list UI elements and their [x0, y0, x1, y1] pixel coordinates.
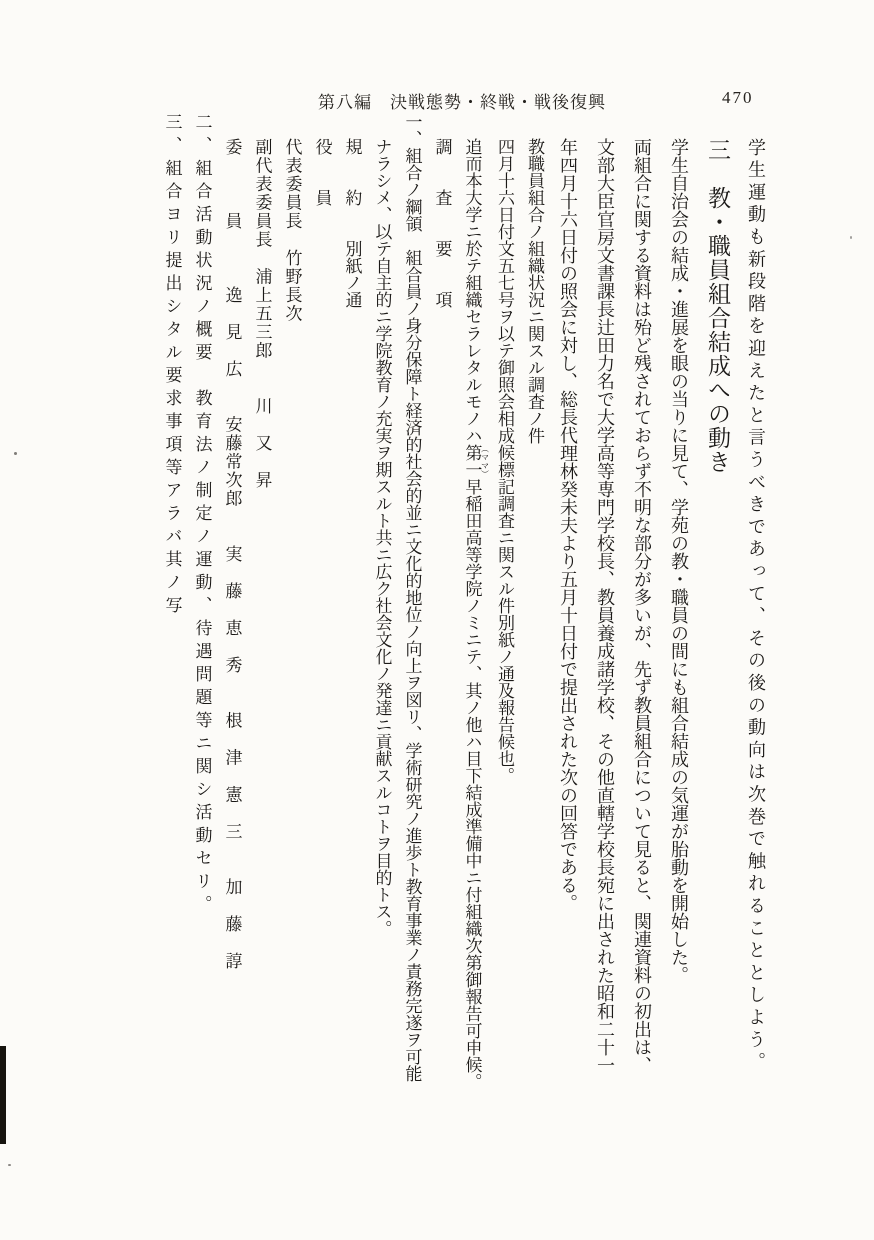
- intro-paragraph: 学生運動も新段階を迎えたと言うべきであって、その後の動向は次巻で触れることとしよう。: [746, 138, 766, 1075]
- scan-edge-streak: [0, 1046, 6, 1144]
- chapter-title: 第八編 決戦態勢・終戦・戦後復興: [318, 93, 606, 112]
- body-paragraph-2: 両組合に関する資料は殆ど残されておらず不明な部分が多いが、先ず教員組合について見ると、関連資料の初出は、文部大臣官房文書課長辻田力名で大学高等専門学校長、教員養成諸学校、その他直轄学校長宛に出された昭和二十一年四月十六日付の照会に対し、総長代理林癸未夫より五月十日付で提出された次の回答である。: [558, 138, 652, 1074]
- addendum-post: 早稲田高等学院ノミニテ、其ノ他ハ目下結成準備中ニ付組織次第御報告可申候。: [462, 478, 482, 1090]
- scan-speck: [850, 236, 852, 239]
- officer-chairman: 代表委員長 竹野長次: [282, 138, 302, 323]
- section-heading: 三 教・職員組合結成への動き: [705, 138, 730, 474]
- officer-vice-chairmen: 副代表委員長 浦上五三郎 川 又 昇: [252, 138, 272, 490]
- running-head: [0, 88, 874, 112]
- sic-note: （ママ）: [480, 444, 490, 478]
- body-paragraph-1: 学生自治会の結成・進展を眼の当りに見て、学苑の教・職員の間にも組合結成の気運が胎動を開始した。: [669, 138, 689, 984]
- quote-report-sentence: 四月十六日付文五七号ヲ以テ御照会相成候標記調査ニ関スル件別紙ノ通及報告候也。: [495, 138, 514, 784]
- scan-speck: [8, 1164, 11, 1166]
- officer-committee-members: 委 員 逸 見 広 安藤常次郎 実 藤 恵 秀 根 津 憲 三 加 藤 諄: [222, 138, 242, 971]
- survey-item-3: 三、組合ヨリ提出シタル要求事項等アラバ其ノ写: [162, 113, 182, 619]
- sic-base: 第一: [462, 444, 482, 478]
- survey-items-heading: 調 査 要 項: [432, 138, 452, 308]
- quoted-document: [157, 113, 550, 1093]
- sic-annotation: [462, 444, 490, 478]
- addendum-pre: 追而本大学ニ於テ組織セラレタルモノハ: [462, 138, 482, 444]
- survey-item-1: 一、組合ノ綱領 組合員ノ身分保障ト経済的社会的並ニ文化的地位ノ向上ヲ図リ、学術研究ノ進歩ト教育事業ノ責務完遂ヲ可能ナラシメ、以テ自主的ニ学院教育ノ充実ヲ期スルト共ニ広ク社会文化ノ発達ニ貢献スルコトヲ目的トス。: [372, 113, 422, 1082]
- quote-addendum: [457, 138, 490, 1093]
- vertical-text-block: [157, 113, 775, 1093]
- scan-speck: [14, 452, 17, 455]
- survey-regulations: 規 約 別紙ノ通: [342, 138, 362, 308]
- quote-title: 教職員組合ノ組織状況ニ関スル調査ノ件: [525, 138, 544, 444]
- page-number: 470: [722, 88, 754, 107]
- officers-heading: 役 員: [312, 138, 332, 206]
- survey-item-2: 二、組合活動状況ノ概要 教育法ノ制定ノ運動、待遇問題等ニ関シ活動セリ。: [192, 113, 212, 918]
